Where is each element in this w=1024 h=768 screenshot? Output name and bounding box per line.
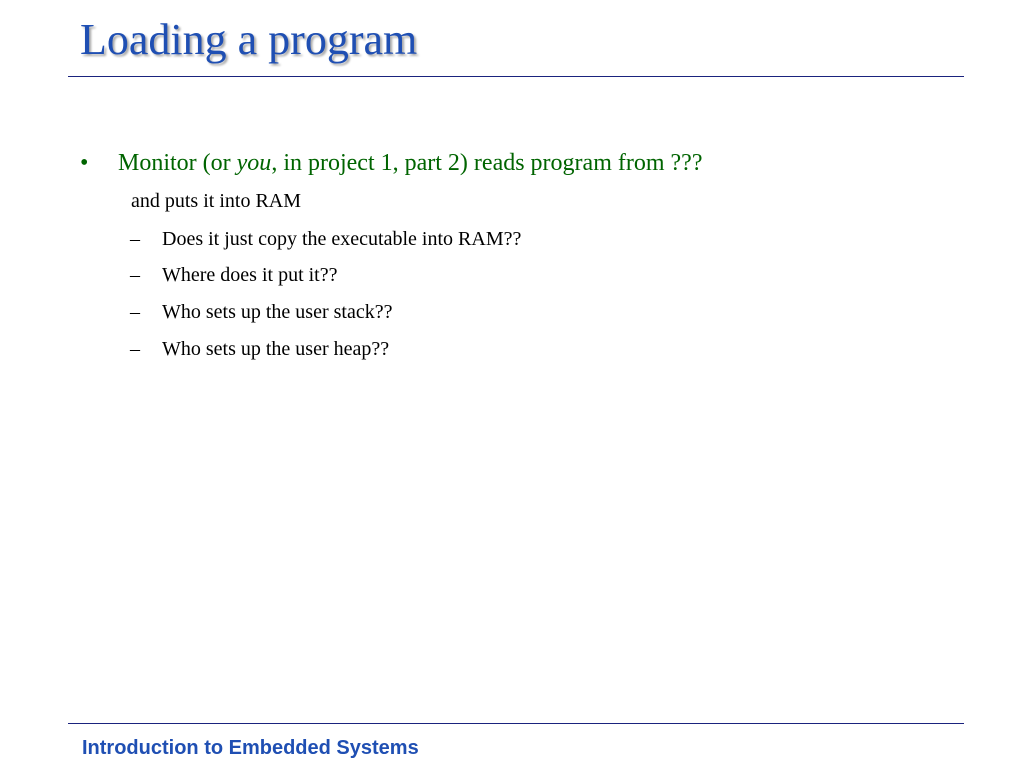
sub-item-text: Where does it put it?? xyxy=(162,264,338,286)
bullet-emphasis: you xyxy=(236,150,272,176)
sub-item-text: Does it just copy the executable into RAM?? xyxy=(162,228,522,250)
sub-item-marker: – xyxy=(130,264,140,286)
sub-item xyxy=(130,335,389,363)
sub-item-marker: – xyxy=(130,301,140,323)
bullet-item xyxy=(80,146,702,180)
sub-item xyxy=(130,261,338,289)
sub-item xyxy=(130,225,521,253)
sub-item-marker: – xyxy=(130,338,140,360)
bullet-marker: • xyxy=(80,150,89,176)
sub-item-text: Who sets up the user heap?? xyxy=(162,338,390,360)
bullet-continuation: and puts it into RAM xyxy=(131,190,302,212)
sub-item-text: Who sets up the user stack?? xyxy=(162,301,393,323)
bullet-text-before: Monitor (or xyxy=(118,150,237,176)
sub-item xyxy=(130,298,392,326)
title-divider xyxy=(68,76,964,77)
footer-text: Introduction to Embedded Systems xyxy=(82,737,419,759)
slide-title: Loading a program xyxy=(80,15,418,64)
sub-item-marker: – xyxy=(130,228,140,250)
footer-divider xyxy=(68,723,964,724)
bullet-text-after: , in project 1, part 2) reads program from ??? xyxy=(271,150,703,176)
